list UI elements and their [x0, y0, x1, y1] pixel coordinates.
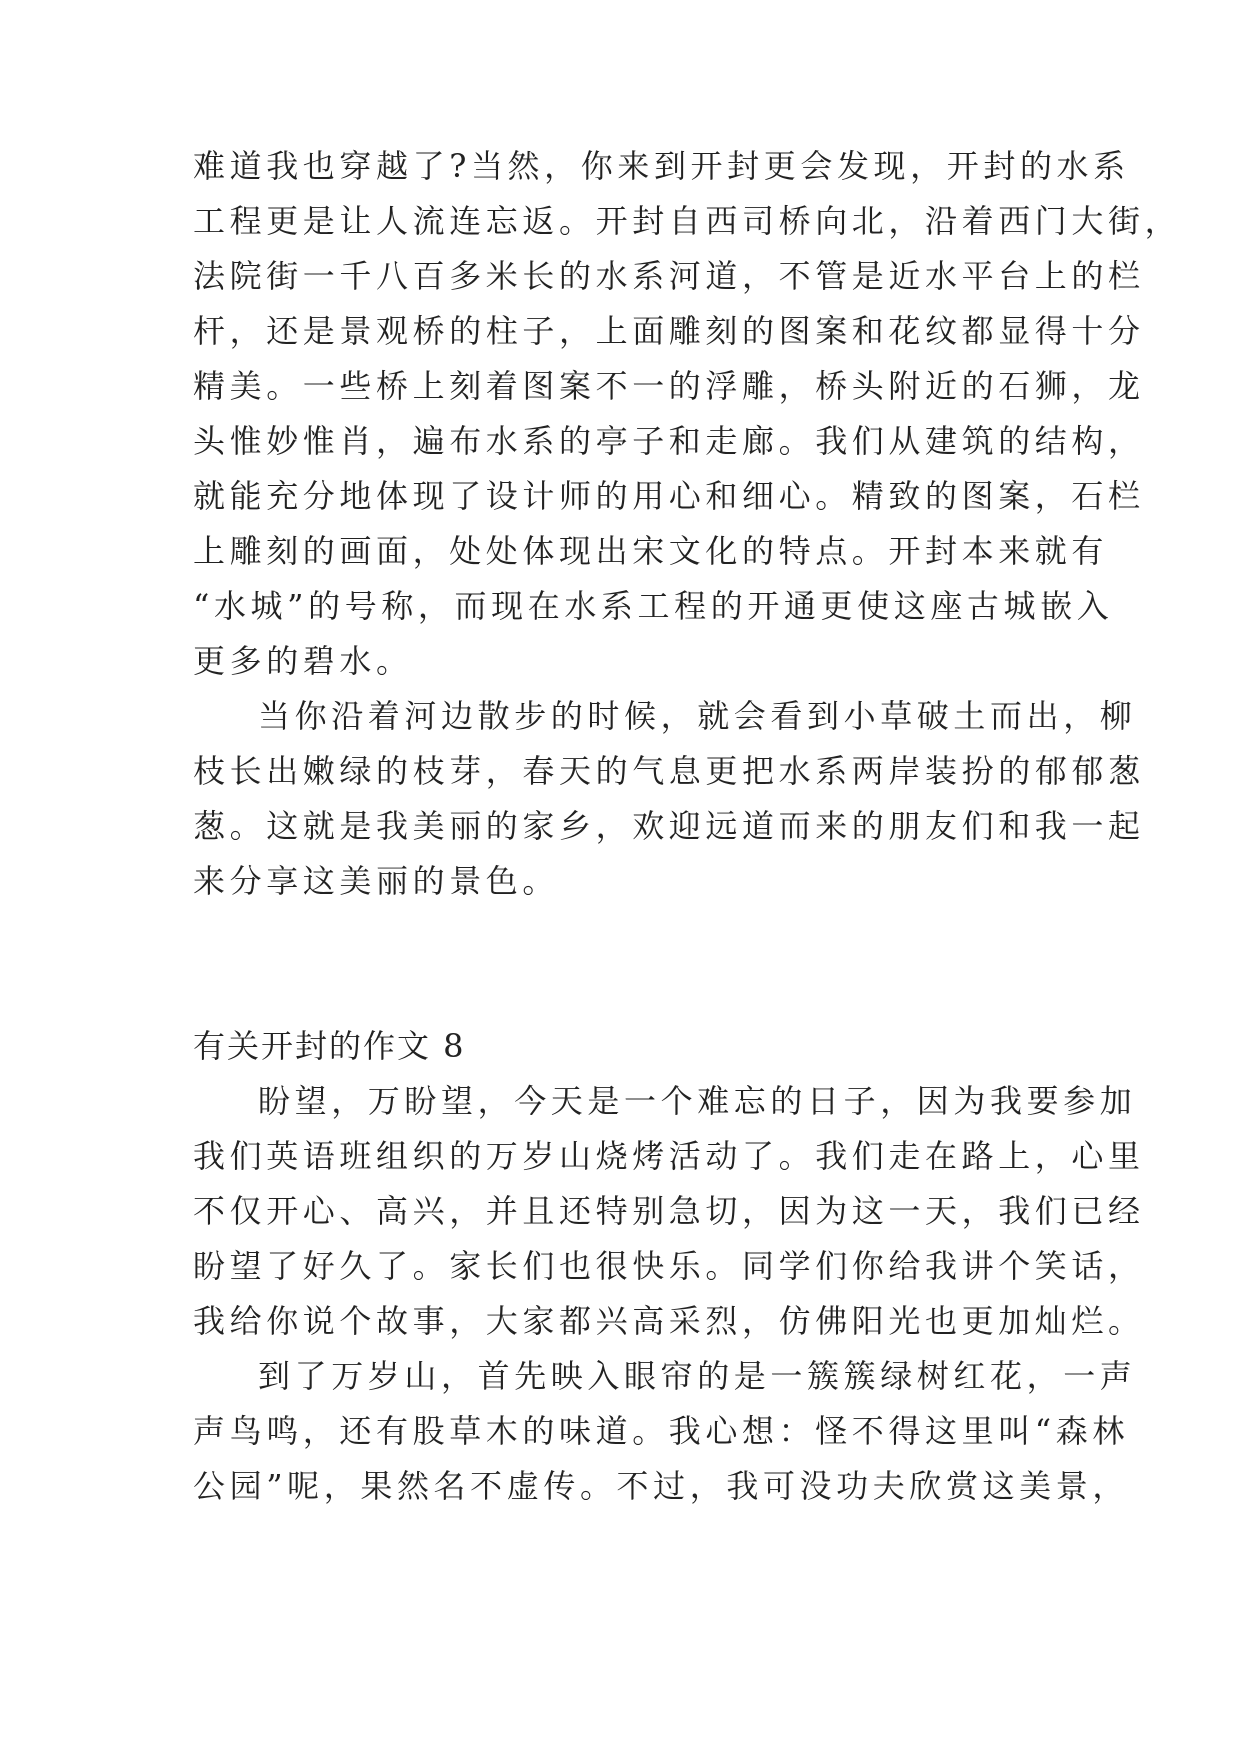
paragraph-line: 上雕刻的画面，处处体现出宋文化的特点。开封本来就有 — [193, 532, 1109, 570]
paragraph-line: 声鸟鸣，还有股草木的味道。我心想：怪不得这里叫“森林 — [193, 1412, 1129, 1450]
paragraph-line: 就能充分地体现了设计师的用心和细心。精致的图案，石栏 — [193, 477, 1145, 515]
paragraph-line: 头惟妙惟肖，遍布水系的亭子和走廊。我们从建筑的结构， — [193, 422, 1145, 460]
paragraph-line: 当你沿着河边散步的时候，就会看到小草破土而出，柳 — [258, 697, 1137, 735]
paragraph-line: 工程更是让人流连忘返。开封自西司桥向北，沿着西门大街， — [193, 202, 1182, 240]
paragraph-line: 盼望了好久了。家长们也很快乐。同学们你给我讲个笑话， — [193, 1247, 1145, 1285]
paragraph-line: 法院街一千八百多米长的水系河道，不管是近水平台上的栏 — [193, 257, 1145, 295]
paragraph-line: 枝长出嫩绿的枝芽，春天的气息更把水系两岸装扮的郁郁葱 — [193, 752, 1145, 790]
paragraph-line: 葱。这就是我美丽的家乡，欢迎远道而来的朋友们和我一起 — [193, 807, 1145, 845]
paragraph-line: 难道我也穿越了?当然，你来到开封更会发现，开封的水系 — [193, 147, 1130, 185]
paragraph-line: 杆，还是景观桥的柱子，上面雕刻的图案和花纹都显得十分 — [193, 312, 1145, 350]
paragraph-line: 公园”呢，果然名不虚传。不过，我可没功夫欣赏这美景， — [193, 1467, 1129, 1505]
paragraph-line: 来分享这美丽的景色。 — [193, 862, 560, 900]
paragraph-line: 我们英语班组织的万岁山烧烤活动了。我们走在路上，心里 — [193, 1137, 1145, 1175]
paragraph-line: 不仅开心、高兴，并且还特别急切，因为这一天，我们已经 — [193, 1192, 1145, 1230]
paragraph-line: 精美。一些桥上刻着图案不一的浮雕，桥头附近的石狮，龙 — [193, 367, 1145, 405]
paragraph-line: “水城”的号称，而现在水系工程的开通更使这座古城嵌入 — [193, 587, 1114, 625]
paragraph-line: 我给你说个故事，大家都兴高采烈，仿佛阳光也更加灿烂。 — [193, 1302, 1145, 1340]
paragraph-line: 盼望，万盼望，今天是一个难忘的日子，因为我要参加 — [258, 1082, 1137, 1120]
section-title: 有关开封的作文 8 — [193, 1027, 466, 1065]
paragraph-line: 到了万岁山，首先映入眼帘的是一簇簇绿树红花，一声 — [258, 1357, 1137, 1395]
paragraph-line: 更多的碧水。 — [193, 642, 413, 680]
